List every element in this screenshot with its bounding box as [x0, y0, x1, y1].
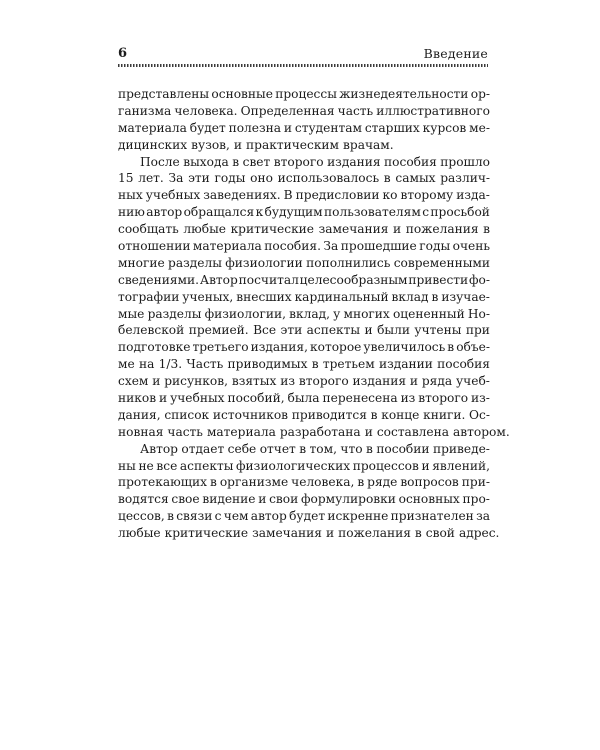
text-line: ганизма человека. Определенная часть иллюстративного: [118, 103, 490, 118]
text-line: ны не все аспекты физиологических процессов и явлений,: [118, 458, 490, 473]
paragraph: [118, 154, 510, 441]
text-line: После выхода в свет второго издания пособия прошло: [140, 154, 490, 169]
text-line: ных учебных заведениях. В предисловии ко второму изда-: [118, 188, 490, 203]
text-line: мые разделы физиологии, вклад, у многих оцененный Но-: [118, 306, 490, 321]
section-title: Введение: [423, 46, 488, 61]
running-head: [118, 46, 488, 62]
text-line: схем и рисунков, взятых из второго издания и ряда учеб-: [118, 374, 490, 389]
text-line: ме на 1/3. Часть приводимых в третьем издании пособия: [118, 357, 490, 372]
text-line: дицинских вузов, и практическим врачам.: [118, 137, 394, 152]
paragraph: [118, 441, 500, 542]
text-line: нию автор обращался к будущим пользователям с просьбой: [118, 205, 490, 220]
header-rule: [118, 64, 488, 67]
text-line: белевской премией. Все эти аспекты и были учтены при: [118, 323, 490, 338]
text-line: цессов, в связи с чем автор будет искренне признателен за: [118, 509, 490, 524]
text-line: новная часть материала разработана и составлена автором.: [118, 424, 510, 439]
text-line: 15 лет. За эти годы оно использовалось в самых различ-: [118, 171, 490, 186]
text-line: подготовке третьего издания, которое увеличилось в объе-: [118, 340, 490, 355]
text-line: сообщать любые критические замечания и пожелания в: [118, 222, 490, 237]
text-line: ников и учебных пособий, была перенесена из второго из-: [118, 391, 490, 406]
text-line: отношении материала пособия. За прошедшие годы очень: [118, 239, 490, 254]
text-line: Автор отдает себе отчет в том, что в пособии приведе-: [140, 441, 490, 456]
text-line: любые критические замечания и пожелания в свой адрес.: [118, 526, 500, 541]
text-line: материала будет полезна и студентам старших курсов ме-: [118, 120, 490, 135]
text-line: тографии ученых, внесших кардинальный вклад в изучае-: [118, 289, 490, 304]
text-line: сведениями. Автор посчитал целесообразным привести фо-: [118, 272, 490, 287]
text-line: водятся свое видение и свои формулировки основных про-: [118, 492, 490, 507]
text-line: представлены основные процессы жизнедеятельности ор-: [118, 87, 490, 101]
text-line: протекающих в организме человека, в ряде вопросов при-: [118, 475, 490, 490]
paragraph: [118, 86, 490, 154]
page-number: 6: [118, 46, 128, 61]
body-text: [118, 86, 510, 542]
text-line: многие разделы физиологии пополнились современными: [118, 255, 490, 270]
text-line: дания, список источников приводится в конце книги. Ос-: [118, 407, 490, 422]
